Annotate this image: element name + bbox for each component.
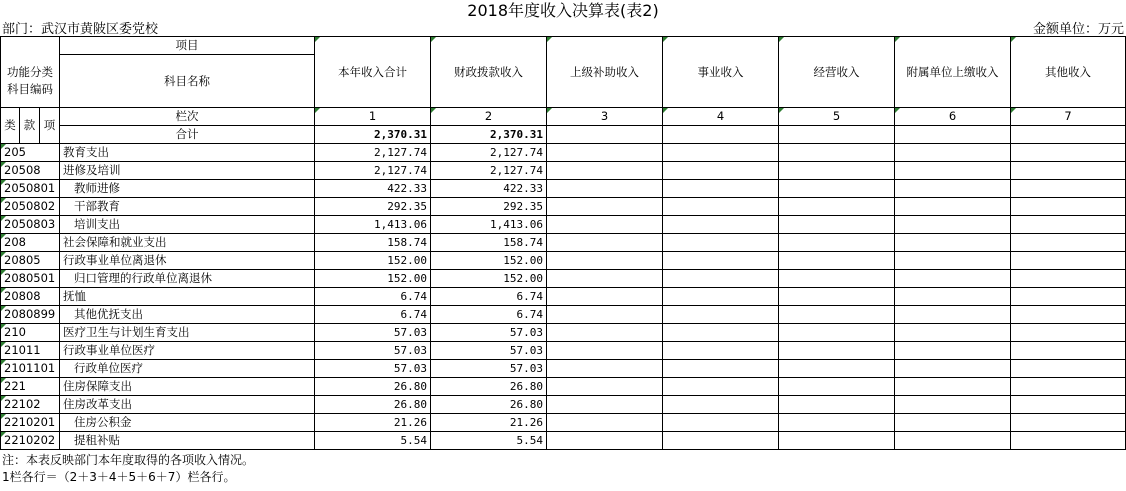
col-header-3: 上级补助收入 bbox=[547, 37, 663, 108]
table-row bbox=[1, 432, 1126, 450]
income-col-5 bbox=[779, 414, 895, 432]
income-col-7 bbox=[1011, 252, 1126, 270]
income-col-5 bbox=[779, 252, 895, 270]
income-col-5 bbox=[779, 324, 895, 342]
table-row bbox=[1, 198, 1126, 216]
col-index-label: 栏次 bbox=[60, 108, 315, 126]
code-group-header: 功能分类科目编码 bbox=[1, 37, 60, 108]
subject-name: 医疗卫生与计划生育支出 bbox=[60, 324, 315, 342]
note-line-1: 注：本表反映部门本年度取得的各项收入情况。 bbox=[2, 453, 255, 467]
notes bbox=[2, 452, 254, 486]
col-number-3: 3 bbox=[547, 108, 663, 126]
subject-code: 20805 bbox=[1, 252, 60, 270]
income-col-7 bbox=[1011, 234, 1126, 252]
table-row bbox=[1, 342, 1126, 360]
total-col-1: 2,370.31 bbox=[315, 126, 431, 144]
table-row bbox=[1, 360, 1126, 378]
subject-name: 干部教育 bbox=[60, 198, 315, 216]
income-col-7 bbox=[1011, 198, 1126, 216]
income-col-3 bbox=[547, 198, 663, 216]
income-col-1: 152.00 bbox=[315, 270, 431, 288]
income-col-5 bbox=[779, 234, 895, 252]
income-col-4 bbox=[663, 414, 779, 432]
col-header-6: 附属单位上缴收入 bbox=[895, 37, 1011, 108]
income-col-6 bbox=[895, 234, 1011, 252]
income-col-1: 2,127.74 bbox=[315, 162, 431, 180]
income-col-3 bbox=[547, 432, 663, 450]
income-col-7 bbox=[1011, 180, 1126, 198]
subject-name: 行政单位医疗 bbox=[60, 360, 315, 378]
income-col-4 bbox=[663, 306, 779, 324]
income-col-1: 6.74 bbox=[315, 288, 431, 306]
income-col-2: 57.03 bbox=[431, 324, 547, 342]
income-col-7 bbox=[1011, 414, 1126, 432]
income-col-4 bbox=[663, 432, 779, 450]
table-row bbox=[1, 234, 1126, 252]
income-col-7 bbox=[1011, 378, 1126, 396]
income-col-3 bbox=[547, 288, 663, 306]
col-header-7: 其他收入 bbox=[1011, 37, 1126, 108]
income-col-1: 21.26 bbox=[315, 414, 431, 432]
income-col-2: 57.03 bbox=[431, 342, 547, 360]
income-col-7 bbox=[1011, 144, 1126, 162]
unit-label: 金额单位：万元 bbox=[1032, 22, 1124, 37]
income-col-3 bbox=[547, 270, 663, 288]
table-row bbox=[1, 324, 1126, 342]
income-col-5 bbox=[779, 288, 895, 306]
income-col-3 bbox=[547, 234, 663, 252]
income-col-2: 422.33 bbox=[431, 180, 547, 198]
table-row bbox=[1, 252, 1126, 270]
subject-code: 208 bbox=[1, 234, 60, 252]
income-col-6 bbox=[895, 324, 1011, 342]
income-col-5 bbox=[779, 342, 895, 360]
income-col-2: 292.35 bbox=[431, 198, 547, 216]
note-line-2: 1栏各行＝（2＋3＋4＋5＋6＋7）栏各行。 bbox=[2, 470, 236, 484]
income-col-1: 5.54 bbox=[315, 432, 431, 450]
subject-code: 2101101 bbox=[1, 360, 60, 378]
income-col-2: 57.03 bbox=[431, 360, 547, 378]
department-label: 部门：武汉市黄陂区委党校 bbox=[2, 22, 159, 37]
income-col-7 bbox=[1011, 396, 1126, 414]
income-col-5 bbox=[779, 216, 895, 234]
income-col-2: 26.80 bbox=[431, 396, 547, 414]
subject-code: 22102 bbox=[1, 396, 60, 414]
income-col-2: 2,127.74 bbox=[431, 162, 547, 180]
total-col-2: 2,370.31 bbox=[431, 126, 547, 144]
income-col-6 bbox=[895, 198, 1011, 216]
income-col-5 bbox=[779, 198, 895, 216]
income-col-4 bbox=[663, 162, 779, 180]
income-col-1: 6.74 bbox=[315, 306, 431, 324]
income-col-1: 158.74 bbox=[315, 234, 431, 252]
income-col-1: 2,127.74 bbox=[315, 144, 431, 162]
income-col-3 bbox=[547, 414, 663, 432]
income-col-1: 1,413.06 bbox=[315, 216, 431, 234]
income-col-6 bbox=[895, 396, 1011, 414]
subject-name-label: 科目名称 bbox=[164, 73, 210, 88]
income-col-1: 57.03 bbox=[315, 324, 431, 342]
income-col-4 bbox=[663, 234, 779, 252]
income-col-5 bbox=[779, 378, 895, 396]
income-table bbox=[0, 36, 1126, 450]
income-col-4 bbox=[663, 378, 779, 396]
income-col-2: 158.74 bbox=[431, 234, 547, 252]
subject-code: 20808 bbox=[1, 288, 60, 306]
income-col-4 bbox=[663, 216, 779, 234]
income-col-6 bbox=[895, 360, 1011, 378]
income-col-6 bbox=[895, 378, 1011, 396]
income-col-1: 152.00 bbox=[315, 252, 431, 270]
lei-header: 类 bbox=[1, 108, 20, 144]
col-header-5: 经营收入 bbox=[779, 37, 895, 108]
col-header-4: 事业收入 bbox=[663, 37, 779, 108]
income-col-6 bbox=[895, 270, 1011, 288]
col-number-4: 4 bbox=[663, 108, 779, 126]
table-row bbox=[1, 180, 1126, 198]
table-row bbox=[1, 162, 1126, 180]
income-col-6 bbox=[895, 162, 1011, 180]
income-col-4 bbox=[663, 180, 779, 198]
subject-name-header bbox=[60, 37, 315, 108]
income-col-4 bbox=[663, 288, 779, 306]
subject-name: 培训支出 bbox=[60, 216, 315, 234]
income-col-5 bbox=[779, 162, 895, 180]
income-col-3 bbox=[547, 324, 663, 342]
subject-name: 教师进修 bbox=[60, 180, 315, 198]
income-col-4 bbox=[663, 198, 779, 216]
subject-code: 2210202 bbox=[1, 432, 60, 450]
income-col-1: 292.35 bbox=[315, 198, 431, 216]
kuan-header: 款 bbox=[20, 108, 40, 144]
income-col-6 bbox=[895, 432, 1011, 450]
income-col-4 bbox=[663, 342, 779, 360]
income-col-3 bbox=[547, 342, 663, 360]
income-col-3 bbox=[547, 360, 663, 378]
income-col-2: 26.80 bbox=[431, 378, 547, 396]
subject-name: 抚恤 bbox=[60, 288, 315, 306]
income-col-1: 26.80 bbox=[315, 378, 431, 396]
col-number-2: 2 bbox=[431, 108, 547, 126]
subject-code: 20508 bbox=[1, 162, 60, 180]
income-col-1: 422.33 bbox=[315, 180, 431, 198]
table-row bbox=[1, 396, 1126, 414]
income-col-6 bbox=[895, 342, 1011, 360]
income-col-5 bbox=[779, 144, 895, 162]
income-col-7 bbox=[1011, 162, 1126, 180]
income-col-1: 57.03 bbox=[315, 342, 431, 360]
income-col-1: 26.80 bbox=[315, 396, 431, 414]
subject-name: 提租补贴 bbox=[60, 432, 315, 450]
income-col-6 bbox=[895, 180, 1011, 198]
income-col-7 bbox=[1011, 324, 1126, 342]
income-col-5 bbox=[779, 270, 895, 288]
income-col-4 bbox=[663, 360, 779, 378]
income-col-4 bbox=[663, 396, 779, 414]
income-col-4 bbox=[663, 252, 779, 270]
col-number-1: 1 bbox=[315, 108, 431, 126]
income-col-3 bbox=[547, 216, 663, 234]
income-col-3 bbox=[547, 252, 663, 270]
income-col-5 bbox=[779, 306, 895, 324]
table-row bbox=[1, 288, 1126, 306]
subject-name: 其他优抚支出 bbox=[60, 306, 315, 324]
income-col-2: 152.00 bbox=[431, 270, 547, 288]
income-col-6 bbox=[895, 144, 1011, 162]
subject-name: 归口管理的行政单位离退休 bbox=[60, 270, 315, 288]
subject-name: 住房保障支出 bbox=[60, 378, 315, 396]
subject-name: 行政事业单位医疗 bbox=[60, 342, 315, 360]
income-col-3 bbox=[547, 306, 663, 324]
income-col-2: 6.74 bbox=[431, 288, 547, 306]
income-col-6 bbox=[895, 306, 1011, 324]
table-row bbox=[1, 378, 1126, 396]
col-header-1: 本年收入合计 bbox=[315, 37, 431, 108]
subject-name: 教育支出 bbox=[60, 144, 315, 162]
subject-code: 210 bbox=[1, 324, 60, 342]
income-col-4 bbox=[663, 270, 779, 288]
income-col-7 bbox=[1011, 432, 1126, 450]
income-col-6 bbox=[895, 216, 1011, 234]
income-col-3 bbox=[547, 162, 663, 180]
income-col-3 bbox=[547, 144, 663, 162]
subject-code: 2080501 bbox=[1, 270, 60, 288]
income-col-2: 2,127.74 bbox=[431, 144, 547, 162]
income-col-7 bbox=[1011, 342, 1126, 360]
income-col-4 bbox=[663, 324, 779, 342]
col-header-2: 财政拨款收入 bbox=[431, 37, 547, 108]
income-col-7 bbox=[1011, 216, 1126, 234]
subject-code: 2050802 bbox=[1, 198, 60, 216]
subject-code: 205 bbox=[1, 144, 60, 162]
table-row bbox=[1, 216, 1126, 234]
income-col-1: 57.03 bbox=[315, 360, 431, 378]
table-row bbox=[1, 270, 1126, 288]
total-label: 合计 bbox=[60, 126, 315, 144]
subject-name: 进修及培训 bbox=[60, 162, 315, 180]
income-col-2: 1,413.06 bbox=[431, 216, 547, 234]
subject-code: 2050801 bbox=[1, 180, 60, 198]
income-col-3 bbox=[547, 180, 663, 198]
subject-code: 2050803 bbox=[1, 216, 60, 234]
income-col-7 bbox=[1011, 288, 1126, 306]
report-title: 2018年度收入决算表(表2) bbox=[467, 1, 659, 20]
income-col-5 bbox=[779, 396, 895, 414]
subject-name: 行政事业单位离退休 bbox=[60, 252, 315, 270]
income-col-2: 6.74 bbox=[431, 306, 547, 324]
income-col-6 bbox=[895, 414, 1011, 432]
income-col-6 bbox=[895, 288, 1011, 306]
income-col-6 bbox=[895, 252, 1011, 270]
income-col-7 bbox=[1011, 270, 1126, 288]
col-number-6: 6 bbox=[895, 108, 1011, 126]
income-col-5 bbox=[779, 360, 895, 378]
income-col-3 bbox=[547, 378, 663, 396]
col-number-5: 5 bbox=[779, 108, 895, 126]
income-col-7 bbox=[1011, 360, 1126, 378]
income-col-4 bbox=[663, 144, 779, 162]
subject-code: 2080899 bbox=[1, 306, 60, 324]
item-header: 项目 bbox=[60, 37, 314, 55]
subject-code: 21011 bbox=[1, 342, 60, 360]
income-col-2: 5.54 bbox=[431, 432, 547, 450]
subject-code: 2210201 bbox=[1, 414, 60, 432]
income-col-7 bbox=[1011, 306, 1126, 324]
table-row bbox=[1, 306, 1126, 324]
income-col-3 bbox=[547, 396, 663, 414]
col-number-7: 7 bbox=[1011, 108, 1126, 126]
table-row bbox=[1, 414, 1126, 432]
subject-name: 社会保障和就业支出 bbox=[60, 234, 315, 252]
subject-name: 住房公积金 bbox=[60, 414, 315, 432]
income-col-2: 152.00 bbox=[431, 252, 547, 270]
subject-code: 221 bbox=[1, 378, 60, 396]
income-col-5 bbox=[779, 180, 895, 198]
table-row bbox=[1, 144, 1126, 162]
income-col-2: 21.26 bbox=[431, 414, 547, 432]
xiang-header: 项 bbox=[40, 108, 60, 144]
subject-name: 住房改革支出 bbox=[60, 396, 315, 414]
income-col-5 bbox=[779, 432, 895, 450]
